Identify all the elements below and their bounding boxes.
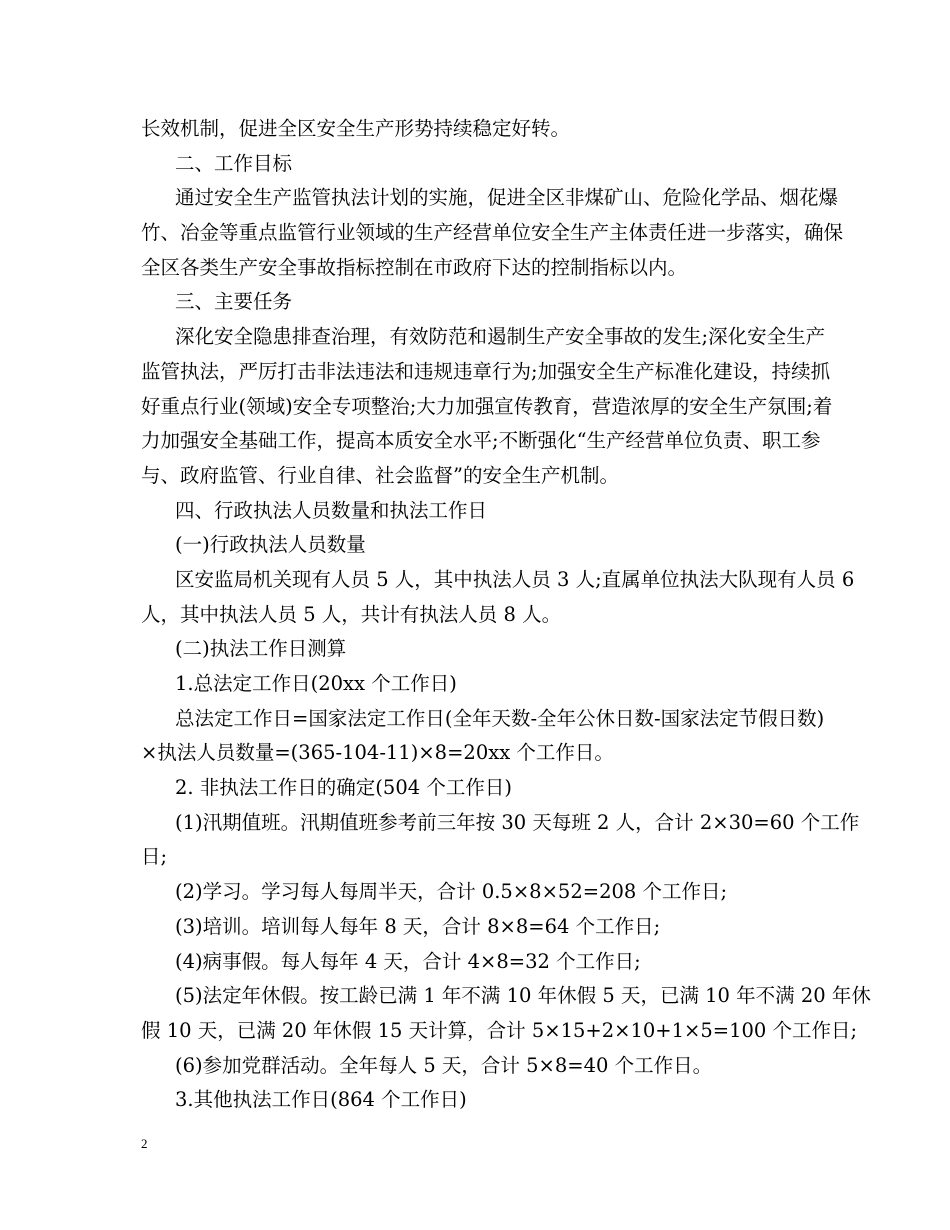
text-line: (2)学习。学习每人每周半天，合计 0.5×8×52=208 个工作日; bbox=[175, 880, 728, 904]
text-line: 2. 非执法工作日的确定(504 个工作日) bbox=[175, 776, 512, 800]
text-line: (1)汛期值班。汛期值班参考前三年按 30 天每班 2 人，合计 2×30=60 个工作 bbox=[175, 810, 860, 834]
text-line: 力加强安全基础工作，提高本质安全水平;不断强化“生产经营单位负责、职工参 bbox=[141, 429, 821, 453]
text-line: 总法定工作日=国家法定工作日(全年天数-全年公休日数-国家法定节假日数) bbox=[175, 706, 825, 730]
text-line: 深化安全隐患排查治理，有效防范和遏制生产安全事故的发生;深化安全生产 bbox=[175, 325, 826, 349]
text-line: (一)行政执法人员数量 bbox=[175, 533, 366, 557]
text-line: 与、政府监管、行业自律、社会监督”的安全生产机制。 bbox=[141, 463, 619, 487]
text-line: 3.其他执法工作日(864 个工作日) bbox=[175, 1088, 467, 1112]
text-line: (6)参加党群活动。全年每人 5 天，合计 5×8=40 个工作日。 bbox=[175, 1053, 713, 1077]
text-line: 四、行政执法人员数量和执法工作日 bbox=[175, 498, 488, 522]
text-line: 二、工作目标 bbox=[175, 151, 293, 175]
text-line: 人，其中执法人员 5 人，共计有执法人员 8 人。 bbox=[141, 602, 562, 626]
text-line: 三、主要任务 bbox=[175, 290, 293, 314]
page-number: 2 bbox=[141, 1136, 148, 1151]
text-line: 全区各类生产安全事故指标控制在市政府下达的控制指标以内。 bbox=[141, 255, 688, 279]
text-line: ×执法人员数量=(365-104-11)×8=20xx 个工作日。 bbox=[141, 741, 614, 765]
text-line: 长效机制，促进全区安全生产形势持续稳定好转。 bbox=[141, 117, 571, 140]
text-line: 1.总法定工作日(20xx 个工作日) bbox=[175, 672, 457, 695]
text-line: (5)法定年休假。按工龄已满 1 年不满 10 年休假 5 天，已满 10 年不满 20 年休 bbox=[175, 984, 871, 1008]
text-line: 竹、冶金等重点监管行业领域的生产经营单位安全生产主体责任进一步落实，确保 bbox=[141, 221, 844, 245]
text-line: (二)执法工作日测算 bbox=[175, 637, 347, 661]
text-line: 好重点行业(领域)安全专项整治;大力加强宣传教育，营造浓厚的安全生产氛围;着 bbox=[141, 394, 833, 418]
text-line: 区安监局机关现有人员 5 人，其中执法人员 3 人;直属单位执法大队现有人员 6 bbox=[175, 567, 855, 591]
text-line: 监管执法，严厉打击非法违法和违规违章行为;加强安全生产标准化建设，持续抓 bbox=[141, 359, 831, 383]
text-line: 通过安全生产监管执法计划的实施，促进全区非煤矿山、危险化学品、烟花爆 bbox=[175, 186, 839, 210]
document-body bbox=[141, 112, 871, 1118]
text-line: 日; bbox=[141, 845, 168, 869]
text-line: (4)病事假。每人每年 4 天，合计 4×8=32 个工作日; bbox=[175, 949, 641, 973]
text-line: 假 10 天，已满 20 年休假 15 天计算，合计 5×15+2×10+1×5=100 个工作日; bbox=[141, 1018, 858, 1042]
text-line: (3)培训。培训每人每年 8 天，合计 8×8=64 个工作日; bbox=[175, 914, 661, 938]
